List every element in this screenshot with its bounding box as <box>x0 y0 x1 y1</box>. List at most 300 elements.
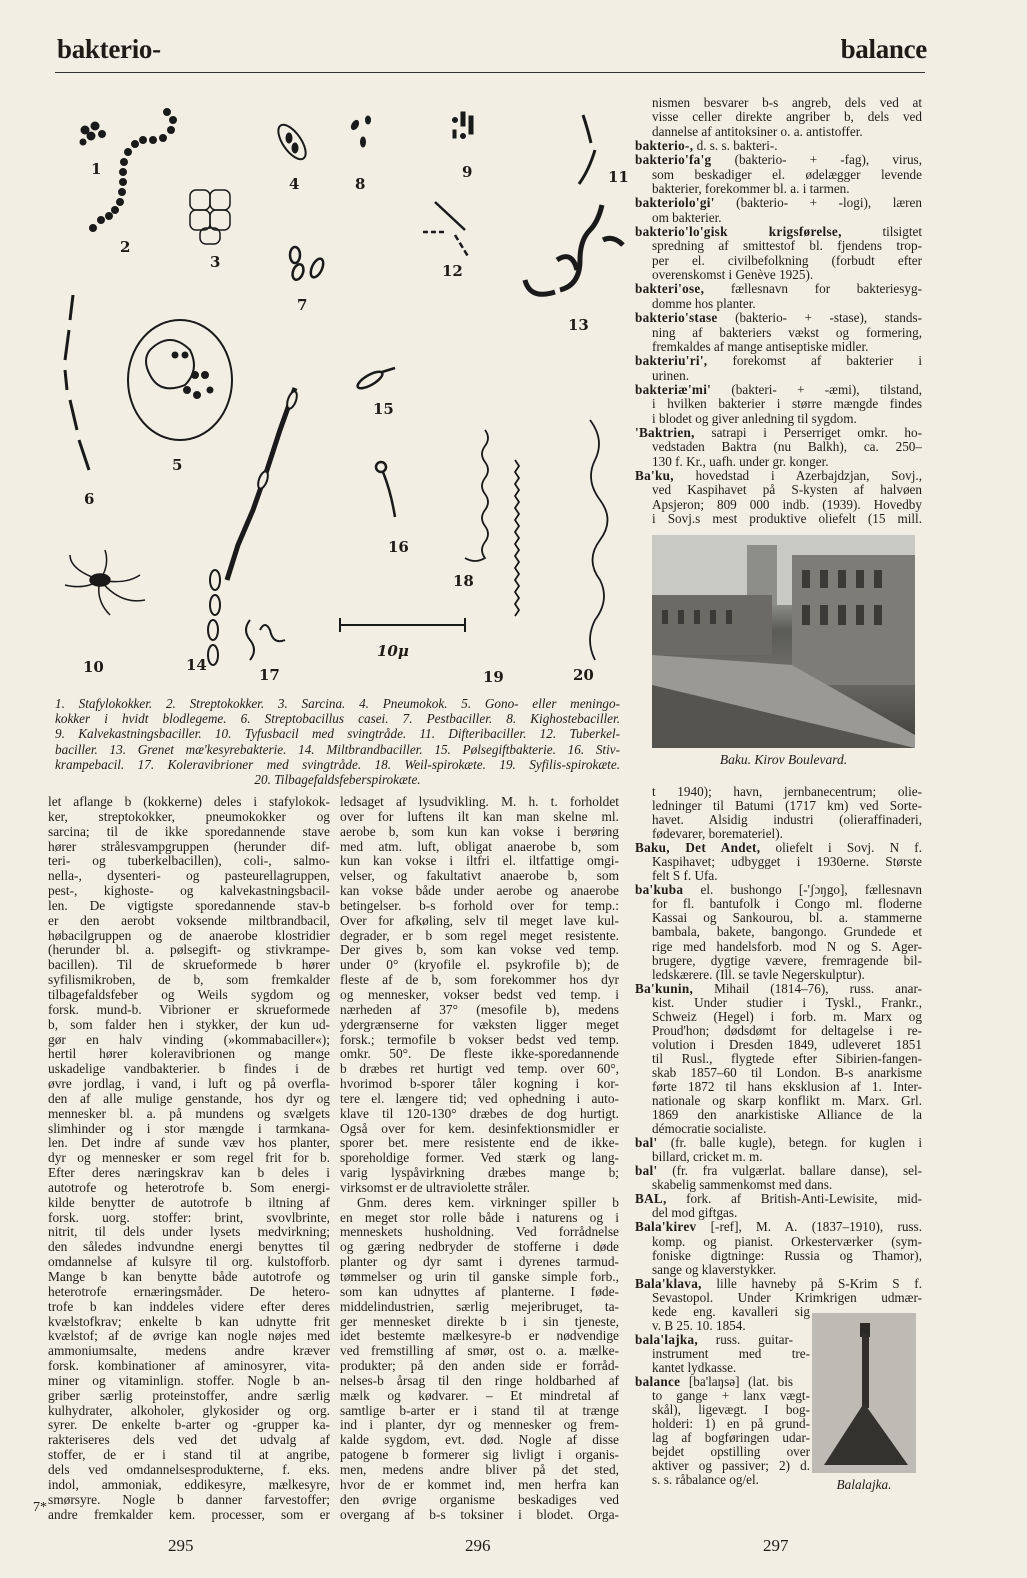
entry-text: skål), ligevægt. I bog- <box>652 1402 810 1418</box>
text-line <box>635 1333 793 1347</box>
text-line <box>635 799 922 813</box>
text-line: varig lyspåvirkning dræbes mange b; <box>340 1165 619 1181</box>
text-line: samtlige b-arter er i stand til at trænge <box>340 1402 619 1418</box>
text-line: sporer bet. mere resistente end de ikke- <box>340 1135 619 1151</box>
entry-text: i hvilken bakterier i større mængde findes <box>652 396 922 412</box>
text-line: men, medens andre bliver på det sted, <box>340 1461 619 1477</box>
figure-label: 20 <box>573 666 594 684</box>
text-line <box>635 469 922 483</box>
text-line <box>635 883 922 897</box>
text-line <box>635 311 922 325</box>
entry-headword: Baku, Det Andet, <box>635 840 761 856</box>
entry-text: bambala, bakete, bangongo. Grundede et <box>652 924 922 940</box>
entry-headword: bala'lajka, <box>635 1331 699 1347</box>
entry-text: spredning af smittestof bl. fjendens trop- <box>652 238 922 254</box>
text-line: ydergrænserne for væksten ligger meget <box>340 1016 619 1032</box>
entry-text: Kaspihavet; udbygget i 1930erne. Største <box>652 854 922 870</box>
staphylococci-drawing <box>80 122 106 145</box>
balalaika-caption: Balalajka. <box>836 1477 892 1492</box>
entry-text: (fr. fra vulgærlat. ballare danse), sel- <box>657 1163 922 1179</box>
figure-label: 4 <box>289 175 300 193</box>
figure-label: 12 <box>442 262 463 280</box>
brucella-drawing <box>453 112 474 139</box>
entry-text: 1869 den anarkistiske Alliance de la <box>652 1107 922 1123</box>
entry-text: vedstaden Baktra (nu Balkh), ca. 250– <box>652 439 922 455</box>
text-line <box>635 326 922 340</box>
entry-text: démocratie socialiste. <box>652 1121 767 1137</box>
text-line <box>635 940 922 954</box>
text-line: ind i planter, dyr og mennesker og frem- <box>340 1417 619 1433</box>
entry-text: (fr. balle kugle), betegn. for kuglen i <box>657 1135 922 1151</box>
text-line: produkter; på den anden side er forråd- <box>340 1358 619 1374</box>
dictionary-entry <box>635 383 922 426</box>
text-line: syfilismikroben, de b, som fremkalder <box>48 972 330 988</box>
pneumococcus-drawing <box>273 120 311 163</box>
page-number: 295 <box>168 1536 194 1555</box>
entry-text: [ba'laŋsə] (lat. bis <box>680 1373 793 1389</box>
entry-text: fremkaldes af mange antiseptiske midler. <box>652 338 869 354</box>
entry-headword: Ba'kunin, <box>635 980 694 996</box>
entry-headword: BAL, <box>635 1191 667 1207</box>
text-line <box>635 110 922 124</box>
entry-text: skabelig sammenkomst med dans. <box>652 1177 833 1193</box>
entry-text: s. s. råbalance og/el. <box>652 1472 759 1488</box>
text-line: kalde sygdom, evt. død. Nogle af disse <box>340 1432 619 1448</box>
entry-text: ning af bakteriers vækst og formering, <box>652 324 922 340</box>
text-line: under 0° (kryofile el. psykrofile b); de <box>340 957 619 973</box>
text-line: omkr. 50°. De fleste ikke-sporedannende <box>340 1046 619 1062</box>
text-line: og gæring nedbryder de stofferne i døde <box>340 1239 619 1255</box>
text-line: planter og dyr samt i dyrenes tarmud- <box>340 1254 619 1270</box>
entry-text: (bakterio- + -stase), stands- <box>717 310 922 326</box>
text-line: ledsaget af lysudvikling. M. h. t. forholdet <box>340 794 619 809</box>
text-line: som kan udnyttes af planterne. I føde- <box>340 1283 619 1299</box>
paragraph <box>340 795 619 1196</box>
balalaika-drawing <box>812 1313 916 1473</box>
tetanus-drawing <box>376 462 395 517</box>
entry-text: bakterier, forekommer bl. a. i tarmen. <box>652 181 850 197</box>
text-line: forsk. uorg. stoffer: brint, svovlbrinte, <box>48 1209 330 1225</box>
text-line: nella-, dysenteri- og pasteurellagruppen, <box>48 868 330 884</box>
balalaika-photo <box>812 1313 916 1473</box>
text-line: med atm. luft, obligat anaerobe b, som <box>340 838 619 854</box>
text-line: sporeholdige former. Ved stærk og lang- <box>340 1150 619 1166</box>
text-line: middelindustrien, særlig mejeribruget, ta- <box>340 1298 619 1314</box>
text-line <box>635 855 922 869</box>
figure-label: 7 <box>297 296 308 314</box>
entry-text: hovedstad i Azerbajdzjan, Sovj., <box>673 467 922 483</box>
text-line: dyr og mennesker er som regel frit for b. <box>48 1150 330 1166</box>
entry-text: (bakterio- + -fag), virus, <box>711 152 922 168</box>
entry-text: domme hos planter. <box>652 295 756 311</box>
text-line <box>635 897 922 911</box>
text-line: virksomst er de ultraviolette stråler. <box>340 1179 531 1195</box>
entry-text: bejdet opstilling over <box>652 1444 810 1460</box>
entry-text: for fl. bantufolk i Congo ml. floderne <box>652 896 922 912</box>
text-line <box>635 153 922 167</box>
entry-headword: bakterio-, <box>635 138 694 154</box>
entry-headword: 'Baktrien, <box>635 424 695 440</box>
text-line <box>635 498 922 512</box>
text-line <box>635 412 922 426</box>
text-line <box>635 1136 922 1150</box>
entry-text: el. bushongo [-'ʃɔŋgo], fællesnavn <box>683 882 922 898</box>
entry-text: [-ref], M. A. (1837–1910), russ. <box>696 1219 922 1235</box>
dictionary-entry <box>635 196 922 225</box>
text-line <box>635 1094 922 1108</box>
entry-text: felt S f. Ufa. <box>652 868 718 884</box>
caption-line: kokker i hvidt blodlegeme. 6. Streptobacillus casei. 7. Pestbaciller. 8. Kighostebaciller. <box>55 711 620 727</box>
dictionary-entry <box>635 354 922 383</box>
text-line: tømmelser og urin til ganske simple forb., <box>340 1269 619 1284</box>
text-line: griber særlig proteinstoffer, andre særlig <box>48 1387 330 1403</box>
figure-label: 11 <box>608 168 629 186</box>
text-line: dels ved omdannelsesprodukterne, f. eks. <box>48 1461 330 1477</box>
entry-text: tilsigtet <box>841 224 922 240</box>
text-line: en meget stor rolle både i naturens og i <box>340 1209 619 1225</box>
entry-text: havet. Alsidig industri (olieraffinaderi, <box>652 812 922 828</box>
text-line <box>635 340 922 354</box>
text-line <box>635 455 922 469</box>
entry-text: ledskærere. (Ill. se tavle Negerskulptur). <box>652 966 865 982</box>
text-line <box>635 813 922 827</box>
dictionary-entry <box>635 982 922 1137</box>
text-line: idet bestemte mælkesyre-b er nødvendige <box>340 1328 619 1344</box>
entry-text: forekomst af bakterier i <box>707 353 922 369</box>
text-line <box>635 297 922 311</box>
text-line <box>635 1403 810 1417</box>
text-line: Over for afkøling, selv til meget lave kul- <box>340 912 619 928</box>
entry-text: fødevarer, boremateriel). <box>652 826 783 842</box>
dictionary-entry <box>635 883 922 981</box>
figure-label: 13 <box>568 316 589 334</box>
text-line <box>635 426 922 440</box>
text-line <box>635 1459 810 1473</box>
text-line <box>635 96 922 110</box>
entry-headword: bal' <box>635 1163 658 1179</box>
text-line <box>635 182 922 196</box>
text-line <box>635 911 922 925</box>
caption-line: 20. Tilbagefaldsfeberspirokæte. <box>254 772 421 788</box>
text-line: er den aerobt voksende miltbrandbacil, <box>48 912 330 928</box>
entry-text: d. s. s. bakteri-. <box>693 138 778 154</box>
text-line <box>635 1010 922 1024</box>
text-line <box>635 1150 922 1164</box>
entry-headword: bakteriæ'mi' <box>635 381 712 397</box>
text-line <box>635 483 922 497</box>
header-rule <box>55 72 925 73</box>
entry-text: som beskadiger el. ødelægger levende <box>652 166 922 182</box>
text-line: tilbagefaldsfeber og Weils sygdom og <box>48 986 330 1002</box>
entry-headword: ba'kuba <box>635 882 684 898</box>
photo-caption: Baku. Kirov Boulevard. <box>719 752 848 767</box>
text-line <box>635 125 922 139</box>
figure-label: 2 <box>120 238 131 256</box>
text-line <box>635 1305 810 1319</box>
text-line: b, som falder hen i stykker, der kun ud- <box>48 1016 330 1032</box>
dictionary-entry <box>635 153 922 196</box>
entry-headword: bal' <box>635 1135 658 1151</box>
entry-text: billard, cricket m. m. <box>652 1149 763 1165</box>
text-line: forsk. mund-b. Vibrioner er skrueformede <box>48 1001 330 1017</box>
page-number: 297 <box>763 1536 789 1555</box>
text-line <box>635 268 922 282</box>
text-line <box>635 512 922 526</box>
text-line: mælk og kødvarer. – Et mindretal af <box>340 1387 619 1403</box>
entry-text: fællesnavn for bakteriesyg- <box>704 281 922 297</box>
text-line: teri- og tuberkelbacillen), coli-, salmo- <box>48 853 330 869</box>
text-line <box>635 1164 922 1178</box>
entry-text: (bakteri- + -æmi), tilstand, <box>711 381 922 397</box>
text-line: nitrit, til dels under lysets medvirkning; <box>48 1224 330 1240</box>
figure-label: 19 <box>483 668 504 686</box>
entry-text: i blodet og giver anledning til sygdom. <box>652 410 857 426</box>
entry-text: om bakterier. <box>652 209 722 225</box>
entry-text: overenskomst i Genève 1925). <box>652 267 814 283</box>
text-line <box>635 383 922 397</box>
text-line: len. De vigtigste sporedannende stav-b <box>48 897 330 913</box>
text-line <box>635 869 922 883</box>
sarcina-drawing <box>190 190 230 244</box>
figure-label: 9 <box>462 163 473 181</box>
text-line: kan vokse både under aerobe og anaerobe <box>340 883 619 899</box>
text-line: mennesker bl. a. på mundens og svælgets <box>48 1105 330 1121</box>
text-line: tere el. længere tid; ved ophedning i auto- <box>340 1090 619 1106</box>
pertussis-drawing <box>350 116 371 147</box>
dictionary-entry <box>635 1164 922 1192</box>
dictionary-entry <box>635 1220 922 1276</box>
dictionary-entry <box>635 426 922 469</box>
text-line: aerobe b, som kun kan vokse i berøring <box>340 823 619 839</box>
entry-text: Kassai og Sankourou, bl. a. stammerne <box>652 910 922 926</box>
entry-text: per el. civilbefolkning (forbudt efter <box>652 252 922 268</box>
text-line: kulhydrater, alkoholer, glykosider og org. <box>48 1402 330 1418</box>
text-line <box>635 1431 810 1445</box>
entry-text: visse celler direkte angriber b, dels ved <box>652 109 922 125</box>
text-line <box>635 1066 922 1080</box>
text-line <box>635 1235 922 1249</box>
text-line: b dræbes ret hurtigt ved temp. over 60°, <box>340 1061 619 1077</box>
figure-label: 18 <box>453 572 474 590</box>
entry-text: Schweiz (Hegel) i forb. m. Marx og <box>652 1008 922 1024</box>
text-line: betingelser. b-s forhold over for temp.: <box>340 897 619 913</box>
entry-headword: bakterio'lo'gisk krigsførelse, <box>635 224 842 240</box>
text-line: kilde benytter de autotrofe b iltning af <box>48 1194 330 1210</box>
text-line: syrer. De enkelte b-arter og -grupper ka- <box>48 1417 330 1433</box>
entry-headword: bakteriu'ri', <box>635 353 708 369</box>
text-line <box>635 168 922 182</box>
baku-street-photo <box>652 535 915 748</box>
text-line: den af alle mulige genstande, hos dyr og <box>48 1090 330 1106</box>
text-line <box>635 925 922 939</box>
text-line <box>635 1473 810 1487</box>
text-line <box>635 1277 922 1291</box>
text-line <box>635 354 922 368</box>
text-line <box>635 211 922 225</box>
text-line: miner og vitaminlign. stoffer. Nogle b an- <box>48 1372 330 1388</box>
entry-headword: bakterio'stase <box>635 310 718 326</box>
text-line: menneskets husholdning. Ved forrådnelse <box>340 1224 619 1240</box>
entry-text: brugere, dygtige vævere, fremragende bil- <box>652 952 922 968</box>
text-line: fleste af de b, som forekommer hos dyr <box>340 972 619 988</box>
text-line <box>635 225 922 239</box>
text-line: stoffer, de er i stand til at angribe, <box>48 1447 330 1463</box>
scale-bar-drawing <box>340 618 465 632</box>
text-line: forsk. kombinationer af aminosyrer, vita- <box>48 1358 330 1374</box>
text-line: slimhinder og i stor mængde i tarmkana- <box>48 1120 330 1136</box>
entry-headword: balance <box>635 1373 681 1389</box>
figure-label: 14 <box>186 656 207 674</box>
entry-headword: bakteriolo'gi' <box>635 195 715 211</box>
text-line <box>635 1291 922 1305</box>
entry-text: dannelse af antitoksiner o. a. antistoffer. <box>652 123 863 139</box>
entry-text: satrapi i Perserriget omkr. ho- <box>694 424 922 440</box>
entry-text: foniske digtninge: Russia og Thamor), <box>652 1247 922 1263</box>
figure-label: 10 <box>83 658 104 676</box>
entry-text: volution i Dresden 1849, udleveret 1851 <box>652 1036 922 1052</box>
text-line <box>635 1038 922 1052</box>
text-line: pest-, kighoste- og kalvekastningsbacil- <box>48 883 330 899</box>
text-line <box>635 1220 922 1234</box>
dictionary-entry <box>635 96 922 139</box>
text-line <box>635 1052 922 1066</box>
text-line <box>635 1122 922 1136</box>
text-line <box>635 1178 922 1192</box>
entry-headword: bakterio'fa'g <box>635 152 712 168</box>
text-line: hertil hører koleravibrionen og mange <box>48 1046 330 1062</box>
entry-text: to gange + lanx vægt- <box>652 1388 810 1404</box>
text-line <box>635 996 922 1010</box>
text-line <box>635 968 922 982</box>
text-line <box>635 954 922 968</box>
text-line: Der gives b, som kan vokse ved temp. <box>340 942 619 958</box>
dictionary-entry <box>635 311 922 354</box>
entry-text: v. B 25. 10. 1854. <box>652 1317 746 1333</box>
text-line: klave til 120-130° dræbes de dog hurtigt. <box>340 1105 619 1121</box>
text-line <box>635 282 922 296</box>
entry-text: kist. Under studier i Tyskl., Frankr., <box>652 994 922 1010</box>
entry-text: holderi: 1) en på grund- <box>652 1416 810 1432</box>
signature-mark: 7* <box>33 1500 47 1515</box>
figure-label: 16 <box>388 538 409 556</box>
text-line: overgang af b-s toksiner i blodet. Orga- <box>340 1506 619 1522</box>
running-head-right: balance <box>840 34 927 64</box>
text-line <box>635 1389 810 1403</box>
text-line: autotrofe og heterotrofe b. Som energi- <box>48 1179 330 1195</box>
entry-text: instrument med tre- <box>652 1345 810 1361</box>
text-line: heterotrofe ernæringsmåder. De hetero- <box>48 1283 330 1299</box>
text-line <box>635 1192 922 1206</box>
botulinum-drawing <box>355 368 395 391</box>
entry-text: urinen. <box>652 367 689 383</box>
caption-line: krampebacil. 17. Koleravibrioner med svingtråde. 18. Weil-spirokæte. 19. Syfilis-spirokæte. <box>55 756 620 772</box>
text-line: velser, og fakultativt anaerobe b, som <box>340 868 619 884</box>
entry-text: lille havneby på S-Krim S f. <box>701 1275 922 1291</box>
text-line <box>635 1375 793 1389</box>
blood-cell-drawing <box>128 320 232 440</box>
streptobacillus-drawing <box>65 295 89 470</box>
text-line: hvor de er kommet ind, men herfra kan <box>340 1476 619 1492</box>
text-line <box>635 369 922 383</box>
entry-text: Sevastopol. Under Krimkrigen udmær- <box>652 1289 922 1305</box>
text-line: let aflange b (kokkerne) deles i stafylokok- <box>48 794 330 809</box>
scale-label: 10μ <box>377 642 409 660</box>
text-line: ammoniumsalte, medens andre kræver <box>48 1343 330 1359</box>
entry-text: nismen besvarer b-s angreb, dels ved at <box>652 95 922 110</box>
text-line: len. Det indre af sunde væv hos planter, <box>48 1135 330 1151</box>
text-line: øvre jordlag, i vand, i luft og på overfla- <box>48 1076 330 1092</box>
weil-spirochete-drawing <box>465 430 488 561</box>
text-line: bacillen). Til de skrueformede b hører <box>48 957 330 973</box>
text-line: ger mennesket direkte b i sin tjeneste, <box>340 1313 619 1329</box>
text-line <box>635 1319 810 1333</box>
text-line <box>635 1206 922 1220</box>
figure-label: 15 <box>373 400 394 418</box>
text-line <box>635 1445 810 1459</box>
figure-label: 17 <box>259 666 280 684</box>
text-line: høbacilgruppen og de anaerobe klostridier <box>48 927 330 943</box>
entry-text: skab 1857–60 til London. B-s anarkisme <box>652 1064 922 1080</box>
pest-bacilli-drawing <box>290 247 326 281</box>
streptococci-drawing <box>90 109 177 232</box>
text-line: ker, streptokokker, pneumokokker og <box>48 808 330 824</box>
dictionary-entry <box>635 841 922 883</box>
text-line: Efter deres næringskrav kan b deles i <box>48 1165 330 1181</box>
entry-text: (bakterio- + -logi), læren <box>714 195 922 211</box>
entry-headword: Bala'kirev <box>635 1219 697 1235</box>
text-line: kvælstofkrav; enkelte b kan udnytte frit <box>48 1313 330 1329</box>
dictionary-entry <box>635 282 922 311</box>
dictionary-entry <box>635 785 922 841</box>
caption-line: 1. Stafylokokker. 2. Streptokokker. 3. Sarcina. 4. Pneumokok. 5. Gono- eller meningo- <box>55 696 620 711</box>
text-line: hvorimod b-sporer tåler kogning i kor- <box>340 1076 619 1092</box>
caption-line: 9. Kalvekastningsbaciller. 10. Tyfusbacil med svingtråde. 11. Difteribaciller. 12. Tuberkel- <box>55 726 620 742</box>
text-line: trofe b kan inddeles videre efter deres <box>48 1298 330 1314</box>
text-line <box>635 1108 922 1122</box>
running-head-left: bakterio- <box>57 34 161 64</box>
text-line: indol, ammoniak, eddikesyre, mælkesyre, <box>48 1476 330 1492</box>
text-line <box>635 841 922 855</box>
syphilis-spirochete-drawing <box>515 460 519 616</box>
text-line <box>635 982 922 996</box>
dictionary-entry <box>635 225 922 282</box>
text-line: Også over for kem. desinfektionsmidler er <box>340 1120 619 1136</box>
entry-headword: bakteri'ose, <box>635 281 705 297</box>
entry-text: Mihail (1814–76), russ. anar- <box>693 980 922 996</box>
dictionary-entry <box>635 1136 922 1164</box>
text-line: kvælstof; af de øvrige kan nogle nøjes med <box>48 1328 330 1344</box>
text-line <box>635 254 922 268</box>
right-column-top <box>635 96 922 526</box>
paragraph <box>340 1196 619 1523</box>
dictionary-entry <box>635 469 922 526</box>
text-line: andre fremkalder kem. processer, som er <box>48 1506 330 1522</box>
text-line <box>635 1263 922 1277</box>
entry-text: nationale og skarp konflikt m. Marx. Grl. <box>652 1093 922 1109</box>
entry-text: fork. af British-Anti-Lewisite, mid- <box>666 1191 922 1207</box>
left-column <box>48 795 330 1522</box>
text-line: forsk.; termofile b vokser bedst ved temp. <box>340 1031 619 1047</box>
text-line <box>635 1024 922 1038</box>
text-line: over for luftens ilt kan man skelne ml. <box>340 808 619 824</box>
text-line: sarcina; til de ikke sporedannende stave <box>48 823 330 839</box>
text-line: Mange b kan benytte både autotrofe og <box>48 1269 330 1284</box>
text-line <box>635 440 922 454</box>
text-line <box>635 1361 810 1375</box>
entry-text: ledninger til Batumi (1717 km) ved Sorte- <box>652 798 922 814</box>
text-line <box>635 239 922 253</box>
text-line: den øvrige organisme beskadiges ved <box>340 1491 619 1507</box>
